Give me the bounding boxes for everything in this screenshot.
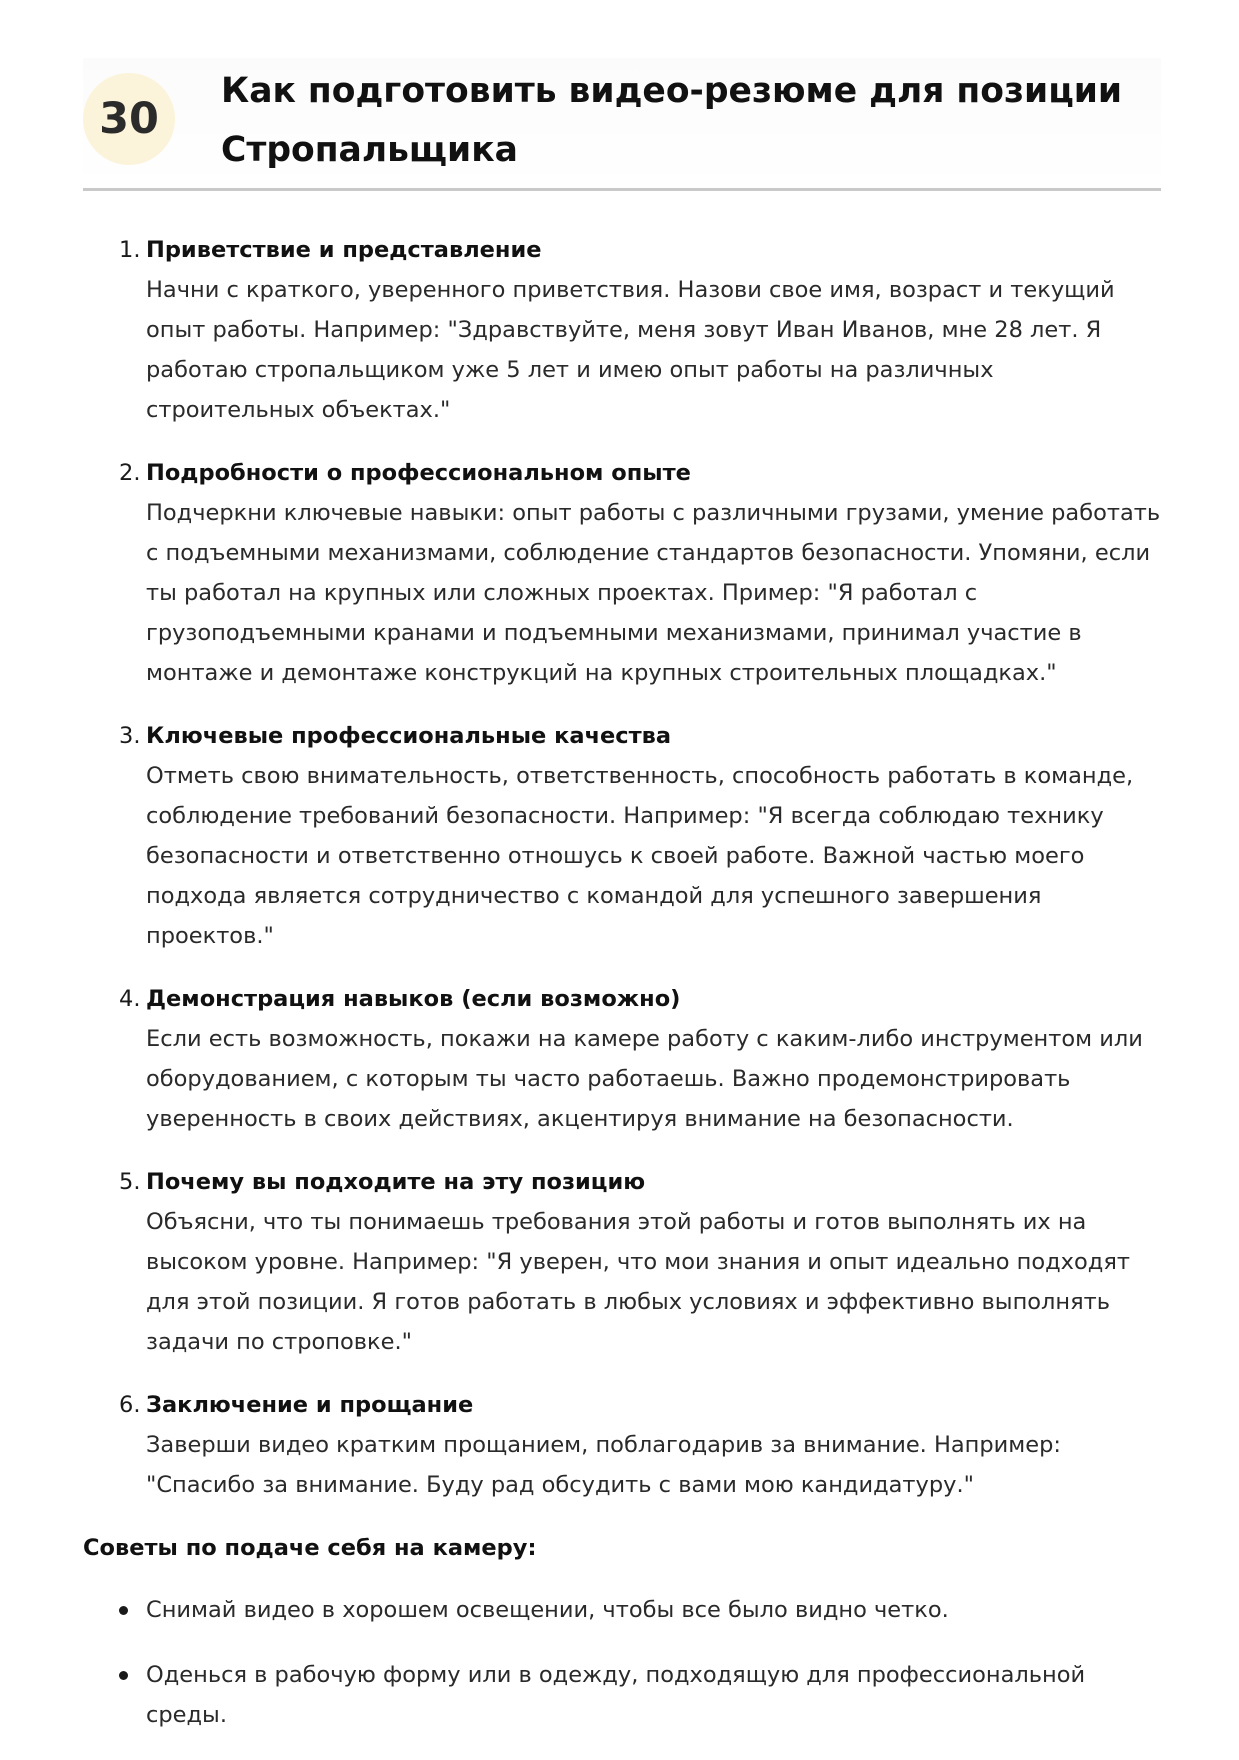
step-title: Подробности о профессиональном опыте xyxy=(146,460,691,486)
chapter-number-badge: 30 xyxy=(83,73,175,165)
page-title: Как подготовить видео-резюме для позиции Стропальщика xyxy=(221,71,1123,170)
step-text: Если есть возможность, покажи на камере работу с каким-либо инструментом или оборудованием, с которым ты часто работаешь. Важно продемонстрировать уверенность в своих действиях, акцентируя внимание на безопасности. xyxy=(146,1026,1143,1132)
step-title: Ключевые профессиональные качества xyxy=(146,723,672,749)
step-text: Отметь свою внимательность, ответственность, способность работать в команде, соблюдение требований безопасности. Например: "Я всегда соблюдаю технику безопасности и ответственно отношусь к своей работе. Важной частью моего подхода является сотрудничество с командой для успешного завершения проектов." xyxy=(146,763,1134,949)
bullet-icon xyxy=(119,1671,128,1680)
step-number: 2. xyxy=(119,460,141,486)
step-title: Почему вы подходите на эту позицию xyxy=(146,1169,646,1195)
step-number: 5. xyxy=(119,1169,141,1195)
step-text: Подчеркни ключевые навыки: опыт работы с различными грузами, умение работать с подъемными механизмами, соблюдение стандартов безопасности. Упомяни, если ты работал на крупных или сложных проектах. Пример: "Я работал с грузоподъемными кранами и подъемными механизмами, принимал участие в монтаже и демонтаже конструкций на крупных строительных площадках." xyxy=(146,500,1161,686)
tips-heading: Советы по подаче себя на камеру: xyxy=(83,1535,537,1561)
document-body xyxy=(83,230,1163,1760)
step-title: Приветствие и представление xyxy=(146,237,542,263)
list-item xyxy=(83,453,1163,693)
step-text: Начни с краткого, уверенного приветствия. Назови свое имя, возраст и текущий опыт работы. Например: "Здравствуйте, меня зовут Иван Иванов, мне 28 лет. Я работаю стропальщиком уже 5 лет и имею опыт работы на различных строительных объектах." xyxy=(146,277,1115,423)
list-item xyxy=(83,1655,1163,1735)
step-text: Объясни, что ты понимаешь требования этой работы и готов выполнять их на высоком уровне. Например: "Я уверен, что мои знания и опыт идеально подходят для этой позиции. Я готов работать в любых условиях и эффективно выполнять задачи по строповке." xyxy=(146,1209,1130,1355)
list-item xyxy=(83,1590,1163,1630)
step-title: Демонстрация навыков (если возможно) xyxy=(146,986,681,1012)
step-text: Заверши видео кратким прощанием, поблагодарив за внимание. Например: "Спасибо за внимание. Буду рад обсудить с вами мою кандидатуру." xyxy=(146,1432,1061,1498)
step-title: Заключение и прощание xyxy=(146,1392,474,1418)
list-item xyxy=(83,979,1163,1139)
tips-list xyxy=(83,1590,1163,1735)
list-item xyxy=(83,1385,1163,1505)
page-header xyxy=(83,58,1161,191)
steps-list xyxy=(83,230,1163,1505)
list-item xyxy=(83,1162,1163,1362)
bullet-icon xyxy=(119,1606,128,1615)
step-number: 6. xyxy=(119,1392,141,1418)
tip-text: Оденься в рабочую форму или в одежду, подходящую для профессиональной среды. xyxy=(146,1662,1086,1728)
tip-text: Снимай видео в хорошем освещении, чтобы все было видно четко. xyxy=(146,1597,949,1623)
step-number: 1. xyxy=(119,237,141,263)
step-number: 3. xyxy=(119,723,141,749)
step-number: 4. xyxy=(119,986,141,1012)
list-item xyxy=(83,230,1163,430)
list-item xyxy=(83,716,1163,956)
